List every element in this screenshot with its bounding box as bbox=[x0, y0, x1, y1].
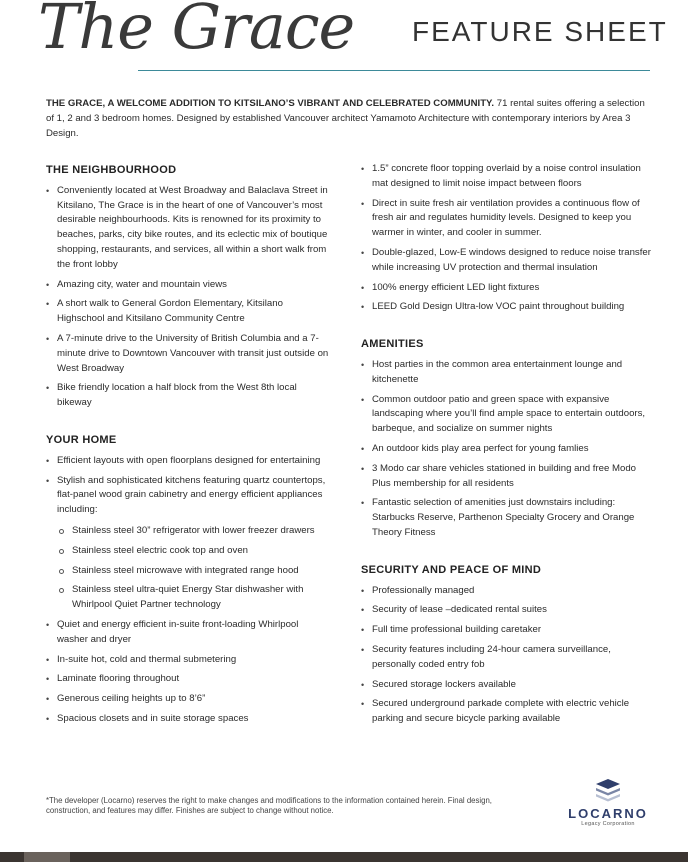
amenities-list bbox=[361, 358, 651, 541]
list-item: • Double-glazed, Low-E windows designed to reduce noise transfer while increasing UV protection and thermal insulation bbox=[361, 246, 651, 276]
neighbourhood-heading: THE NEIGHBOURHOOD bbox=[46, 164, 177, 176]
list-item: • Secured storage lockers available bbox=[361, 678, 651, 693]
locarno-logo bbox=[560, 778, 656, 827]
list-item: • Host parties in the common area entertainment lounge and kitchenette bbox=[361, 358, 651, 388]
stacked-layers-icon bbox=[593, 778, 623, 804]
list-item: • Secured underground parkade complete with electric vehicle parking and secure bicycle parking available bbox=[361, 697, 651, 727]
list-item: • Spacious closets and in suite storage spaces bbox=[46, 712, 331, 727]
intro-paragraph bbox=[46, 96, 646, 141]
list-item bbox=[46, 474, 331, 613]
brand-name: LOCARNO bbox=[568, 806, 648, 821]
left-column bbox=[46, 163, 331, 749]
list-item: • An outdoor kids play area perfect for young famlies bbox=[361, 442, 651, 457]
list-item: • Quiet and energy efficient in-suite front-loading Whirlpool washer and dryer bbox=[46, 618, 331, 648]
appliance-item: Stainless steel microwave with integrated range hood bbox=[57, 564, 331, 579]
appliance-item: Stainless steel 30” refrigerator with lower freezer drawers bbox=[57, 524, 331, 539]
list-item: • In-suite hot, cold and thermal submetering bbox=[46, 653, 331, 668]
list-item: • A short walk to General Gordon Elementary, Kitsilano Highschool and Kitsilano Community Centre bbox=[46, 297, 331, 327]
list-item: • Efficient layouts with open floorplans designed for entertaining bbox=[46, 454, 331, 469]
list-item: • Conveniently located at West Broadway and Balaclava Street in Kitsilano, The Grace is in the heart of one of Vancouver’s most desirable neighbourhoods. Kits is renowned for its proximity to beaches, parks, city bike routes, and its eclectic mix of boutique shopping, restaurants, and services, all within a short walk from the front lobby bbox=[46, 184, 331, 273]
disclaimer: *The developer (Locarno) reserves the right to make changes and modifications to the information contained herein. Final design, construction, and features may differ. Finishes are subject to change without notice. bbox=[46, 796, 492, 815]
features-list bbox=[361, 162, 651, 315]
page-title: FEATURE SHEET bbox=[412, 16, 668, 47]
your-home-heading: YOUR HOME bbox=[46, 433, 117, 446]
list-item: • Full time professional building caretaker bbox=[361, 623, 651, 638]
security-list bbox=[361, 584, 651, 727]
appliance-list bbox=[57, 524, 331, 613]
list-item: • Common outdoor patio and green space with expansive landscaping where you’ll find ample space to entertain outdoors, barbeque, and socialize on summer nights bbox=[361, 393, 651, 437]
list-item: • Amazing city, water and mountain views bbox=[46, 278, 331, 293]
brand-tagline: Legacy Corporation bbox=[581, 821, 635, 827]
script-logo: The Grace bbox=[38, 0, 355, 63]
kitchen-item-text: Stylish and sophisticated kitchens featuring quartz countertops, flat-panel wood grain cabinetry and energy efficient appliances including: bbox=[57, 474, 326, 516]
list-item: • Security features including 24-hour camera surveillance, personally coded entry fob bbox=[361, 643, 651, 673]
list-item: • Bike friendly location a half block from the West 8th local bikeway bbox=[46, 381, 331, 411]
list-item: • Laminate flooring throughout bbox=[46, 672, 331, 687]
list-item: • Security of lease –dedicated rental suites bbox=[361, 603, 651, 618]
list-item: • Direct in suite fresh air ventilation provides a continuous flow of fresh air and regulates humidity levels. Designed to keep you warmer in winter, and cooler in summer. bbox=[361, 197, 651, 241]
list-item: • A 7-minute drive to the University of British Columbia and a 7-minute drive to Downtown Vancouver with transit just outside on West Broadway bbox=[46, 332, 331, 376]
bottom-bar bbox=[0, 852, 688, 862]
bottom-accent bbox=[24, 852, 70, 862]
your-home-list bbox=[46, 454, 331, 727]
list-item: • Fantastic selection of amenities just downstairs including: Starbucks Reserve, Parthenon Specialty Grocery and Orange Theory Fitness bbox=[361, 496, 651, 540]
intro-body: 71 rental suites offering a selection of 1, 2 and 3 bedroom homes. Designed by established Vancouver architect Yamamoto Architecture with contemporary interiors by Area 3 Design. bbox=[46, 98, 645, 139]
list-item: • LEED Gold Design Ultra-low VOC paint throughout building bbox=[361, 300, 651, 315]
appliance-item: Stainless steel ultra-quiet Energy Star dishwasher with Whirlpool Quiet Partner technology bbox=[57, 583, 331, 613]
list-item: • Generous ceiling heights up to 8’6” bbox=[46, 692, 331, 707]
intro-lead: THE GRACE, A WELCOME ADDITION TO KITSILANO’S VIBRANT AND CELEBRATED COMMUNITY. bbox=[46, 98, 495, 109]
security-heading: SECURITY AND PEACE OF MIND bbox=[361, 563, 542, 576]
header-rule bbox=[138, 70, 650, 71]
appliance-item: Stainless steel electric cook top and oven bbox=[57, 544, 331, 559]
list-item: • Professionally managed bbox=[361, 584, 651, 599]
right-column bbox=[361, 162, 651, 749]
list-item: • 1.5” concrete floor topping overlaid by a noise control insulation mat designed to limit noise impact between floors bbox=[361, 162, 651, 192]
neighbourhood-list bbox=[46, 184, 331, 411]
list-item: • 3 Modo car share vehicles stationed in building and free Modo Plus membership for all residents bbox=[361, 462, 651, 492]
list-item: • 100% energy efficient LED light fixtures bbox=[361, 281, 651, 296]
amenities-heading: AMENITIES bbox=[361, 338, 424, 351]
